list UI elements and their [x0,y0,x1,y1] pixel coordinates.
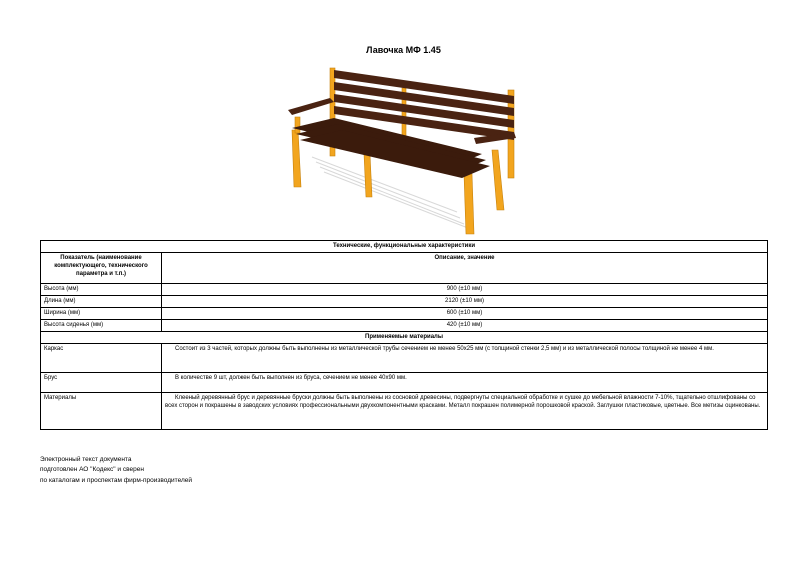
table-row [41,344,768,373]
section-header-row [41,332,768,344]
row-name: Высота сиденья (мм) [41,320,162,332]
material-name: Каркас [41,344,162,373]
spec-table [40,240,768,430]
table-row [41,296,768,308]
row-name: Длина (мм) [41,296,162,308]
table-row [41,308,768,320]
table-row [41,320,768,332]
table-row [41,284,768,296]
material-name: Материалы [41,393,162,430]
column-header-parameter: Показатель (наименование комплектующего, технического параметра и т.п.) [41,253,162,284]
bench-icon [282,62,524,240]
section-header-row [41,241,768,253]
material-name: Брус [41,373,162,393]
footer-line: Электронный текст документа [40,456,132,463]
document-title: Лавочка МФ 1.45 [366,45,441,55]
footer-note [40,455,192,486]
section-title-materials: Применяемые материалы [41,332,768,344]
column-header-value: Описание, значение [162,253,768,284]
table-row [41,373,768,393]
material-text: Клееный деревянный брус и деревянные бруски должны быть выполнены из сосновой древесины, подвергнуты специальной обработке и сушке до мебельной влажности 7-10%, тщательно отшлифованы со всех сторон и покрашены в заводских условиях профессиональными двухкомпонентными красками. Металл покрашен полимерной порошковой краской. Заглушки пластиковые, цветные. Все метизы оцинкованы. [162,393,768,430]
material-text: Состоит из 3 частей, которых должны быть выполнены из металлической трубы сечением не менее 50х25 мм (с толщиной стенки 2,5 мм) и из металлической полосы толщиной не менее 4 мм. [162,344,768,373]
material-text: В количестве 9 шт, должен быть выполнен из бруса, сечением не менее 40х90 мм. [162,373,768,393]
column-header-row [41,253,768,284]
row-name: Высота (мм) [41,284,162,296]
row-value: 900 (±10 мм) [162,284,768,296]
row-value: 2120 (±10 мм) [162,296,768,308]
footer-line: по каталогам и проспектам фирм-производителей [40,476,193,484]
row-value: 420 (±10 мм) [162,320,768,332]
footer-line: подготовлен АО "Кодекс" и сверен [40,466,144,474]
section-title-characteristics: Технические, функциональные характеристики [41,241,768,253]
table-row [41,393,768,430]
row-name: Ширина (мм) [41,308,162,320]
row-value: 600 (±10 мм) [162,308,768,320]
bench-illustration [282,62,524,240]
